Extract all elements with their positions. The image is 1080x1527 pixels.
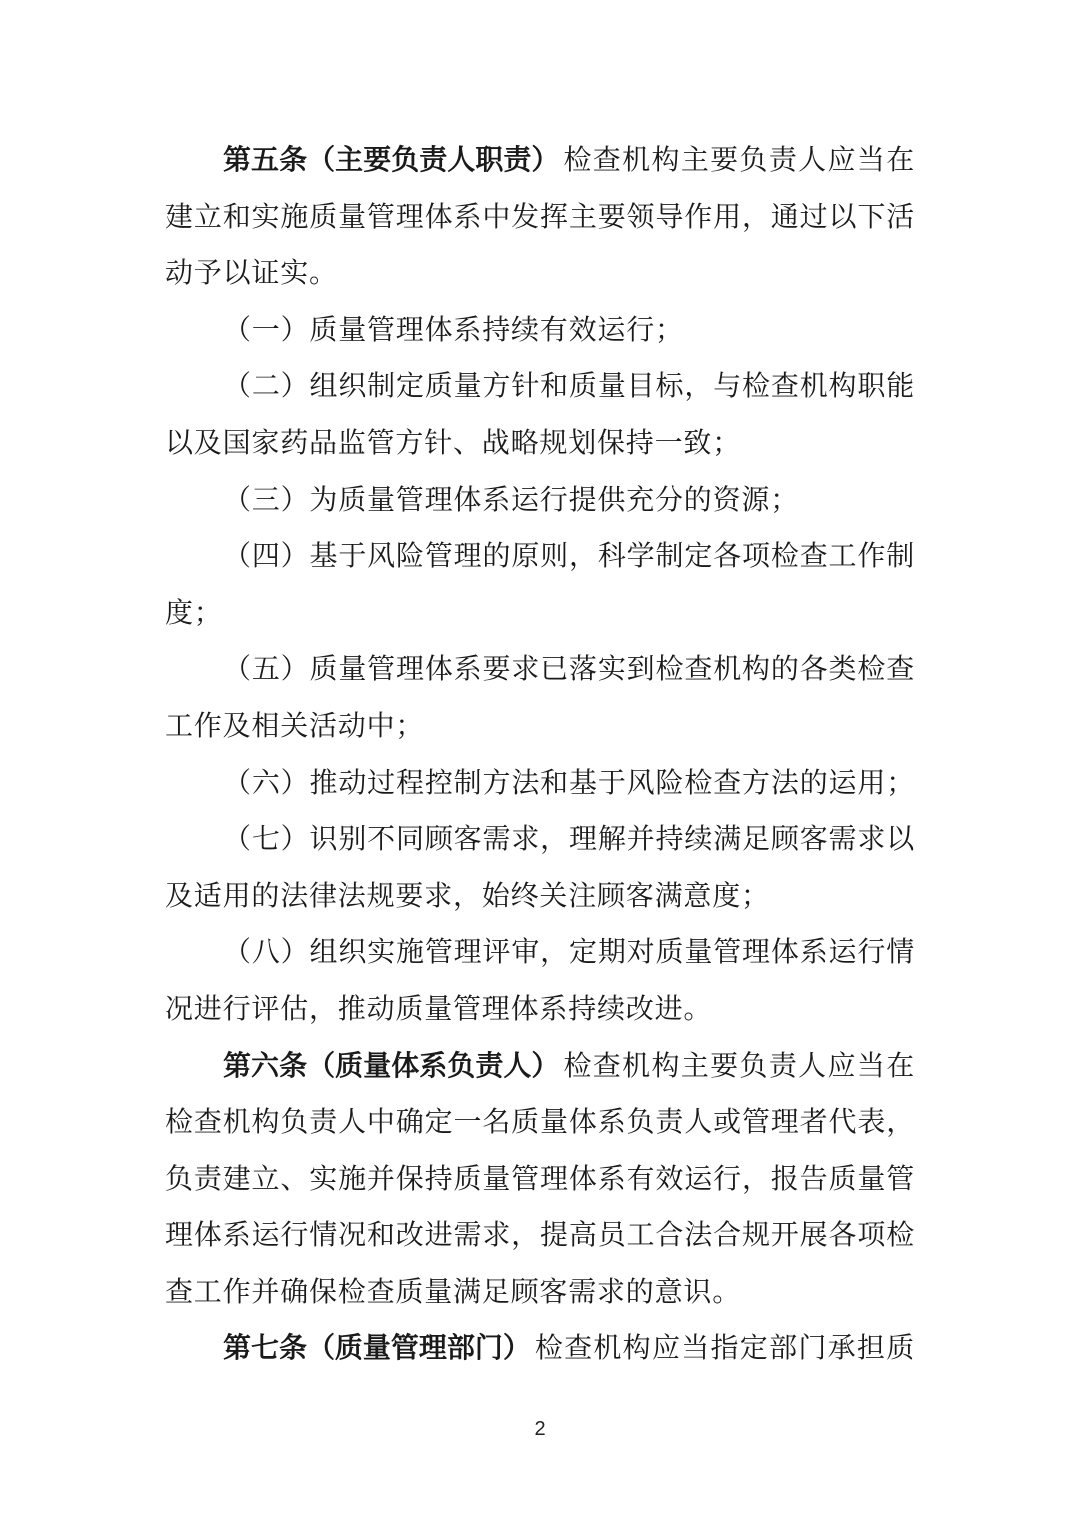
text-line xyxy=(165,1098,915,1155)
text-line xyxy=(165,759,915,816)
line-text: （三）为质量管理体系运行提供充分的资源； xyxy=(223,482,800,516)
line-text: （八）组织实施管理评审，定期对质量管理体系运行情 xyxy=(223,935,915,969)
text-line xyxy=(165,985,915,1042)
line-text: （五）质量管理体系要求已落实到检查机构的各类检查 xyxy=(223,652,915,686)
line-text: （七）识别不同顾客需求，理解并持续满足顾客需求以 xyxy=(223,822,915,856)
line-text: 及适用的法律法规要求，始终关注顾客满意度； xyxy=(165,878,770,912)
line-text: （一）质量管理体系持续有效运行； xyxy=(223,312,684,346)
text-line xyxy=(165,815,915,872)
line-text: 检查机构主要负责人应当在 xyxy=(563,1048,915,1082)
page-number: 2 xyxy=(534,1418,546,1440)
text-line xyxy=(165,702,915,759)
article-heading-line xyxy=(165,1324,915,1381)
text-line xyxy=(165,362,915,419)
line-text: 查工作并确保检查质量满足顾客需求的意识。 xyxy=(165,1274,742,1308)
article-heading-line xyxy=(165,136,915,193)
line-text: 理体系运行情况和改进需求，提高员工合法合规开展各项检 xyxy=(165,1218,915,1252)
document-page xyxy=(165,136,915,1381)
text-line xyxy=(165,928,915,985)
text-line xyxy=(165,1268,915,1325)
text-line xyxy=(165,645,915,702)
line-text: 检查机构应当指定部门承担质 xyxy=(534,1331,915,1365)
text-line xyxy=(165,306,915,363)
text-line xyxy=(165,419,915,476)
line-text: （二）组织制定质量方针和质量目标，与检查机构职能 xyxy=(223,369,915,403)
line-text: 检查机构负责人中确定一名质量体系负责人或管理者代表， xyxy=(165,1105,915,1139)
text-line xyxy=(165,872,915,929)
text-line xyxy=(165,193,915,250)
article-title: 第六条（质量体系负责人） xyxy=(223,1048,560,1082)
article-heading-line xyxy=(165,1042,915,1099)
line-text: （六）推动过程控制方法和基于风险检查方法的运用； xyxy=(223,765,915,799)
line-text: 况进行评估，推动质量管理体系持续改进。 xyxy=(165,991,713,1025)
line-text: 动予以证实。 xyxy=(165,256,338,290)
line-text: 工作及相关活动中； xyxy=(165,708,425,742)
line-text: 以及国家药品监管方针、战略规划保持一致； xyxy=(165,425,742,459)
article-title: 第七条（质量管理部门） xyxy=(223,1331,531,1365)
text-line xyxy=(165,532,915,589)
line-text: 负责建立、实施并保持质量管理体系有效运行，报告质量管 xyxy=(165,1161,915,1195)
text-line xyxy=(165,249,915,306)
line-text: 建立和实施质量管理体系中发挥主要领导作用，通过以下活 xyxy=(165,199,915,233)
line-text: 检查机构主要负责人应当在 xyxy=(563,143,915,176)
text-line xyxy=(165,589,915,646)
text-line xyxy=(165,1211,915,1268)
text-line xyxy=(165,1155,915,1212)
line-text: 度； xyxy=(165,595,223,629)
line-text: （四）基于风险管理的原则，科学制定各项检查工作制 xyxy=(223,539,915,573)
text-line xyxy=(165,476,915,533)
article-title: 第五条（主要负责人职责） xyxy=(223,143,560,176)
